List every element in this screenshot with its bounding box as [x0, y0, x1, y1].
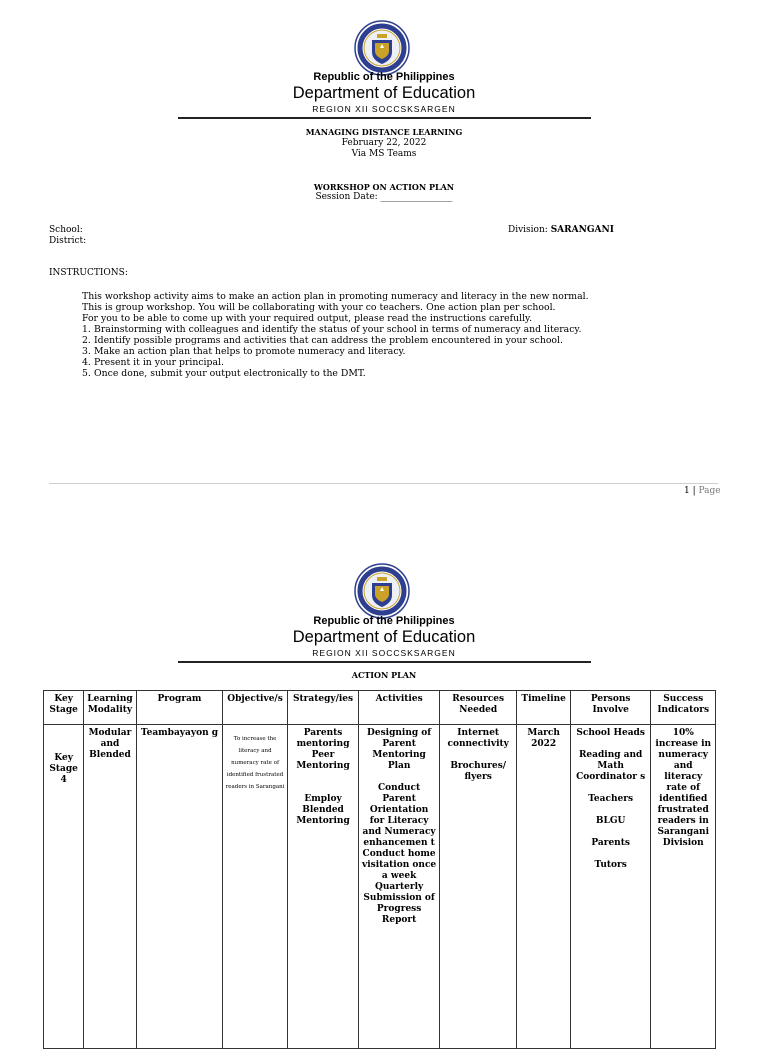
persons-cell [570, 725, 651, 1049]
resource-item: Internet connectivity [447, 728, 509, 749]
school-label: School: [49, 225, 83, 235]
instructions-heading: INSTRUCTIONS: [49, 268, 128, 278]
column-header: Key Stage [44, 691, 84, 725]
activity-item: Quarterly Submission of Progress Report [363, 882, 435, 925]
step-text: Make an action plan that helps to promote numeracy and literacy. [94, 346, 406, 357]
intro-line: This workshop activity aims to make an action plan in promoting numeracy and literacy in the new normal. [82, 291, 589, 302]
region-header: REGION XII SOCCSKSARGEN [312, 104, 456, 114]
modality-cell: Modular and Blended [84, 725, 136, 1049]
instruction-step [82, 346, 702, 357]
instruction-step [82, 357, 702, 368]
person-item: BLGU [595, 816, 626, 826]
instruction-step [82, 368, 702, 379]
header-divider [178, 117, 591, 119]
column-header: Learning Modality [84, 691, 136, 725]
activities-cell [359, 725, 440, 1049]
header-divider [178, 661, 591, 663]
action-plan-table [43, 690, 716, 1049]
person-item: Reading and Math Coordinator s [576, 750, 646, 782]
page-word: Page [698, 486, 721, 496]
person-item: School Heads [576, 728, 645, 738]
column-header: Resources Needed [439, 691, 517, 725]
step-number: 3. [82, 346, 91, 357]
step-text: Present it in your principal. [94, 357, 224, 368]
deped-seal-logo [354, 563, 410, 619]
district-label: District: [49, 236, 87, 246]
region-header: REGION XII SOCCSKSARGEN [312, 648, 456, 658]
instructions-block [82, 291, 702, 379]
step-text: Once done, submit your output electronically to the DMT. [94, 368, 366, 379]
action-plan-title: ACTION PLAN [351, 670, 417, 680]
activity-item: Designing of Parent Mentoring Plan [367, 728, 432, 771]
step-number: 4. [82, 357, 91, 368]
table-header-row [44, 691, 716, 725]
division-label: Division: [508, 225, 548, 235]
resources-cell [439, 725, 517, 1049]
key-stage-cell: Key Stage 4 [44, 725, 84, 1049]
timeline-cell: March 2022 [517, 725, 570, 1049]
event-venue: Via MS Teams [351, 149, 417, 159]
department-title: Department of Education [292, 628, 476, 646]
table-row [44, 725, 716, 1049]
page-number: 1 [684, 486, 690, 496]
step-text: Identify possible programs and activities that can address the problem encountered in your school. [94, 335, 563, 346]
person-item: Parents [591, 838, 630, 848]
step-text: Brainstorming with colleagues and identify the status of your school in terms of numeracy and literacy. [94, 324, 582, 335]
page-separator: | [692, 486, 696, 496]
step-number: 2. [82, 335, 91, 346]
column-header: Success Indicators [651, 691, 716, 725]
activity-item: Conduct Parent Orientation for Literacy and Numeracy enhancemen t [362, 783, 436, 848]
person-item: Teachers [588, 794, 634, 804]
program-cell: Teambayayon g [136, 725, 223, 1049]
strategy-cell [287, 725, 359, 1049]
department-title: Department of Education [292, 84, 476, 102]
resource-item: Brochures/ flyers [450, 761, 507, 782]
intro-line: This is group workshop. You will be collaborating with your co teachers. One action plan per school. [82, 302, 556, 313]
column-header: Persons Involve [570, 691, 651, 725]
page-footer [684, 486, 721, 496]
column-header: Program [136, 691, 223, 725]
instruction-step [82, 335, 702, 346]
objective-cell: To increase the literacy and numeracy rate of identified frustrated readers in Sarangani [223, 725, 287, 1049]
step-number: 1. [82, 324, 91, 335]
republic-header: Republic of the Philippines [313, 71, 455, 83]
person-item: Tutors [594, 860, 627, 870]
division-value: SARANGANI [550, 225, 614, 235]
strategy-item: Parents mentoring Peer Mentoring [296, 728, 350, 771]
column-header: Strategy/ies [287, 691, 359, 725]
division-field [508, 225, 614, 236]
step-number: 5. [82, 368, 91, 379]
instruction-step [82, 324, 702, 335]
session-date: Session Date: ________________ [315, 192, 453, 202]
event-date: February 22, 2022 [341, 138, 427, 148]
event-title: MANAGING DISTANCE LEARNING [305, 127, 463, 137]
intro-line: For you to be able to come up with your required output, please read the instructions carefully. [82, 313, 533, 324]
strategy-item: Employ Blended Mentoring [296, 794, 350, 826]
republic-header: Republic of the Philippines [313, 615, 455, 627]
success-cell: 10% increase in numeracy and literacy rate of identified frustrated readers in Sarangani Division [651, 725, 716, 1049]
workshop-title: WORKSHOP ON ACTION PLAN [313, 182, 455, 192]
activity-item: Conduct home visitation once a week [362, 849, 437, 881]
column-header: Timeline [517, 691, 570, 725]
footer-divider [49, 483, 718, 484]
deped-seal-logo [354, 20, 410, 76]
column-header: Activities [359, 691, 440, 725]
column-header: Objective/s [223, 691, 287, 725]
